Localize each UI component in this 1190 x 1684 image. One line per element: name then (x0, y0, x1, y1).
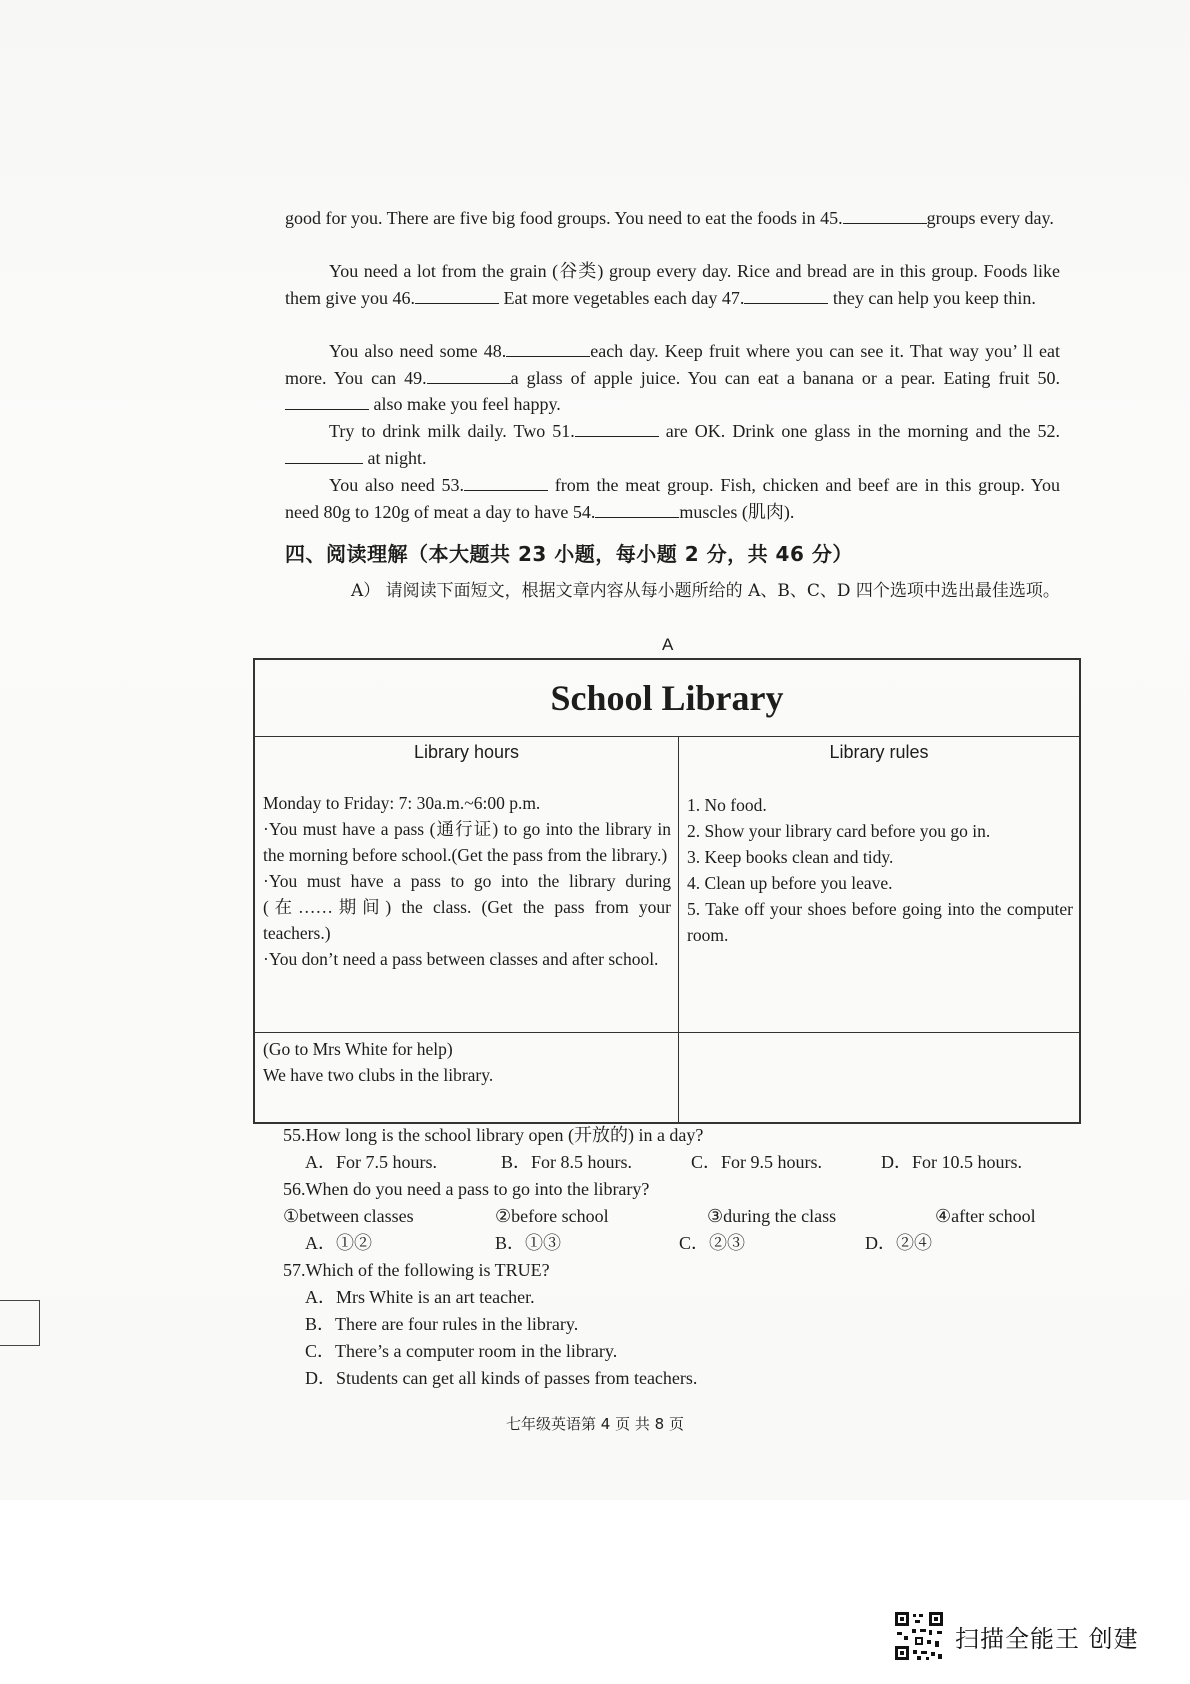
passage-text: are OK. Drink one glass in the morning and the 52. (658, 421, 1060, 441)
option-c: C．For 9.5 hours. (691, 1152, 823, 1172)
answer-blank-48 (506, 342, 590, 357)
answer-blank-53 (464, 476, 548, 491)
library-hours (263, 790, 671, 972)
instruction-text: 请阅读下面短文，根据文章内容从每小题所给的 A、B、C、D 四个选项中选出最佳选项。 (380, 581, 1060, 601)
answer-blank-54 (595, 503, 679, 518)
passage-text: also make you feel happy. (369, 394, 561, 414)
note-line: (Go to Mrs White for help) (263, 1039, 453, 1059)
options-56 (305, 1230, 1073, 1257)
passage-text: Try to drink milk daily. Two 51. (329, 421, 575, 441)
answer-blank-50 (285, 395, 369, 410)
rule-item: 3. Keep books clean and tidy. (687, 847, 894, 867)
passage-text: groups every day. (926, 208, 1054, 228)
note-line: We have two clubs in the library. (263, 1065, 494, 1085)
table-divider (255, 1032, 1079, 1033)
rule-item: 2. Show your library card before you go in. (687, 821, 991, 841)
library-notes (263, 1036, 671, 1088)
library-title: School Library (255, 660, 1079, 737)
rule-item: 5. Take off your shoes before going into the computer room. (687, 899, 1073, 945)
passage-text: from the meat group. Fish, chicken and beef are in this group. You need 80g to 120g of meat a day to have 54. (285, 475, 1060, 522)
option-b: B．①③ (495, 1233, 562, 1253)
cloze-passage-p3 (285, 338, 1060, 418)
blank-number: 45. (820, 208, 843, 228)
rule-item: 1. No food. (687, 795, 767, 815)
cloze-passage-p2 (285, 258, 1060, 311)
rule-item: 4. Clean up before you leave. (687, 873, 893, 893)
binding-margin-box (0, 1300, 40, 1346)
cloze-passage-p5 (285, 472, 1060, 525)
passage-label: A (662, 635, 674, 654)
page-number: 七年级英语第 4 页 共 8 页 (506, 1415, 684, 1433)
library-rules (687, 792, 1073, 948)
question-57: 57.Which of the following is TRUE? (283, 1260, 550, 1280)
question-56: 56.When do you need a pass to go into the library? (283, 1179, 650, 1199)
answer-blank-47 (744, 289, 828, 304)
passage-text: muscles (肌肉). (679, 501, 795, 522)
section-heading: 四、阅读理解（本大题共 23 小题，每小题 2 分，共 46 分） (285, 542, 853, 566)
answer-blank-49 (427, 369, 511, 384)
hours-line: ·You don’t need a pass between classes and after school. (263, 949, 659, 969)
choice-1: ①between classes (283, 1206, 414, 1226)
qr-code-icon (893, 1610, 945, 1662)
library-notice-table (253, 658, 1081, 1124)
options-55 (305, 1149, 1073, 1176)
option-a: A．Mrs White is an art teacher. (305, 1287, 535, 1307)
passage-text: You also need some 48. (329, 341, 507, 361)
hours-line: ·You must have a pass (通行证) to go into the library in the morning before school.(Get the pass from the library.) (263, 819, 671, 865)
passage-text: they can help you keep thin. (828, 287, 1036, 308)
passage-text: good for you. There are five big food groups. You need to eat the foods in (285, 208, 816, 228)
passage-text: each day. Keep fruit where you can see it. That way you’ ll eat more. You can 49. (285, 341, 1060, 388)
option-b: B．There are four rules in the library. (305, 1314, 579, 1334)
table-divider (678, 736, 679, 1122)
choice-4: ④after school (935, 1206, 1036, 1226)
question-55: 55.How long is the school library open (开放的) in a day? (283, 1125, 704, 1145)
option-a: A．①② (305, 1233, 372, 1253)
passage-text: You also need 53. (329, 475, 464, 495)
passage-text: You need a lot from the grain (谷类) group every day. Rice and bread are in this group. Foods like them give you 46. (285, 261, 1060, 308)
option-a: A．For 7.5 hours. (305, 1152, 438, 1172)
answer-blank-51 (575, 422, 659, 437)
answer-blank-52 (285, 449, 363, 464)
passage-text: a glass of apple juice. You can eat a banana or a pear. Eating fruit 50. (510, 367, 1060, 388)
passage-text: at night. (363, 447, 427, 468)
watermark-text: 扫描全能王 创建 (955, 1624, 1139, 1653)
question-list (283, 1122, 1073, 1392)
option-d: D．For 10.5 hours. (881, 1152, 1023, 1172)
choice-3: ③during the class (707, 1206, 837, 1226)
option-c: C．There’s a computer room in the library. (305, 1341, 618, 1361)
hours-line: ·You must have a pass to go into the library during (在……期间) the class. (Get the pass from your teachers.) (263, 871, 671, 943)
hours-heading: Library hours (413, 742, 520, 762)
passage-text: Eat more vegetables each day 47. (498, 287, 745, 308)
answer-blank-46 (415, 289, 499, 304)
answer-blank-45 (843, 209, 927, 224)
option-c: C．②③ (679, 1233, 746, 1253)
scanner-watermark (893, 1610, 1139, 1662)
cloze-passage-p4 (285, 418, 1060, 471)
option-d: D．Students can get all kinds of passes from teachers. (305, 1368, 698, 1388)
hours-line: Monday to Friday: 7: 30a.m.~6:00 p.m. (263, 793, 541, 813)
instruction-label: A） (351, 581, 381, 601)
option-b: B．For 8.5 hours. (501, 1152, 633, 1172)
rules-heading: Library rules (829, 742, 929, 762)
section-instruction (285, 578, 1063, 605)
choices-56 (283, 1203, 1073, 1230)
cloze-passage-p1 (285, 205, 1060, 232)
option-d: D．②④ (865, 1233, 932, 1253)
choice-2: ②before school (495, 1206, 609, 1226)
